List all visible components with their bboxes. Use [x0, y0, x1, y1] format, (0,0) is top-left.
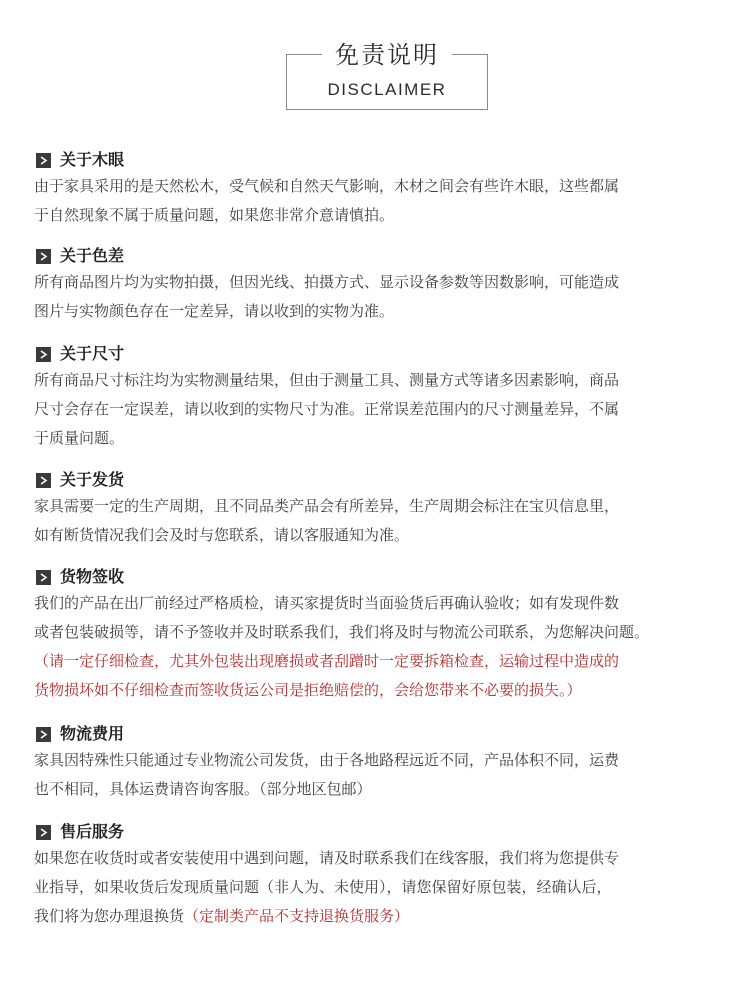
- section-title: 关于尺寸: [60, 344, 125, 363]
- arrow-right-icon: [36, 570, 51, 585]
- section-header: [34, 244, 734, 268]
- section-text-line: 或者包装破损等，请不予签收并及时联系我们，我们将及时与物流公司联系，为您解决问题。: [34, 623, 650, 641]
- section-title: 关于色差: [60, 246, 125, 265]
- section-header: [34, 342, 734, 366]
- custom-product-note: （定制类产品不支持退换货服务）: [184, 907, 410, 925]
- section-text-line: 如有断货情况我们会及时与您联系，请以客服通知为准。: [34, 526, 410, 544]
- section-wood-knots: [34, 148, 734, 230]
- section-header: [34, 565, 734, 589]
- section-text-line: 于自然现象不属于质量问题，如果您非常介意请慎拍。: [34, 206, 395, 224]
- section-header: [34, 820, 734, 844]
- section-shipping: [34, 468, 734, 550]
- section-title: 售后服务: [60, 822, 125, 841]
- arrow-right-icon: [36, 249, 51, 264]
- section-header: [34, 148, 734, 172]
- page-title: 免责说明: [335, 41, 439, 69]
- section-text-line: [34, 902, 734, 931]
- section-text-line: 图片与实物颜色存在一定差异，请以收到的实物为准。: [34, 302, 395, 320]
- section-title: 货物签收: [60, 567, 125, 586]
- section-text-line: 于质量问题。: [34, 429, 125, 447]
- section-text-line: 业指导，如果收货后发现质量问题（非人为、未使用），请您保留好原包装，经确认后，: [34, 878, 612, 896]
- arrow-right-icon: [36, 347, 51, 362]
- arrow-right-icon: [36, 825, 51, 840]
- section-title: 关于木眼: [60, 150, 125, 169]
- section-receipt: [34, 565, 734, 705]
- section-text-line: 所有商品尺寸标注均为实物测量结果，但由于测量工具、测量方式等诸多因素影响，商品: [34, 371, 620, 389]
- section-text-line: 家具因特殊性只能通过专业物流公司发货，由于各地路程远近不同，产品体积不同，运费: [34, 751, 620, 769]
- section-text-line: 尺寸会存在一定误差，请以收到的实物尺寸为准。正常误差范围内的尺寸测量差异，不属: [34, 400, 620, 418]
- section-header: [34, 722, 734, 746]
- section-header: [34, 468, 734, 492]
- warning-text-line: 货物损坏如不仔细检查而签收货运公司是拒绝赔偿的，会给您带来不必要的损失。）: [34, 681, 582, 699]
- warning-text-line: （请一定仔细检查，尤其外包装出现磨损或者刮蹭时一定要拆箱检查，运输过程中造成的: [34, 652, 620, 670]
- section-text-line: 我们的产品在出厂前经过严格质检，请买家提货时当面验货后再确认验收；如有发现件数: [34, 594, 620, 612]
- section-color-difference: [34, 244, 734, 326]
- section-text-line: 家具需要一定的生产周期，且不同品类产品会有所差异，生产周期会标注在宝贝信息里，: [34, 497, 620, 515]
- section-logistics-fees: [34, 722, 734, 804]
- section-text-line: 由于家具采用的是天然松木，受气候和自然天气影响，木材之间会有些许木眼，这些都属: [34, 177, 620, 195]
- return-text: 我们将为您办理退换货: [34, 907, 185, 925]
- section-title: 关于发货: [60, 470, 125, 489]
- section-text-line: 所有商品图片均为实物拍摄，但因光线、拍摄方式、显示设备参数等因数影响，可能造成: [34, 273, 620, 291]
- section-text-line: 也不相同，具体运费请咨询客服。（部分地区包邮）: [34, 780, 372, 798]
- arrow-right-icon: [36, 473, 51, 488]
- page-subtitle: DISCLAIMER: [327, 80, 447, 99]
- section-text-line: 如果您在收货时或者安装使用中遇到问题，请及时联系我们在线客服，我们将为您提供专: [34, 849, 620, 867]
- section-size: [34, 342, 734, 453]
- arrow-right-icon: [36, 727, 51, 742]
- arrow-right-icon: [36, 153, 51, 168]
- section-title: 物流费用: [60, 724, 125, 743]
- section-after-sales: [34, 820, 734, 931]
